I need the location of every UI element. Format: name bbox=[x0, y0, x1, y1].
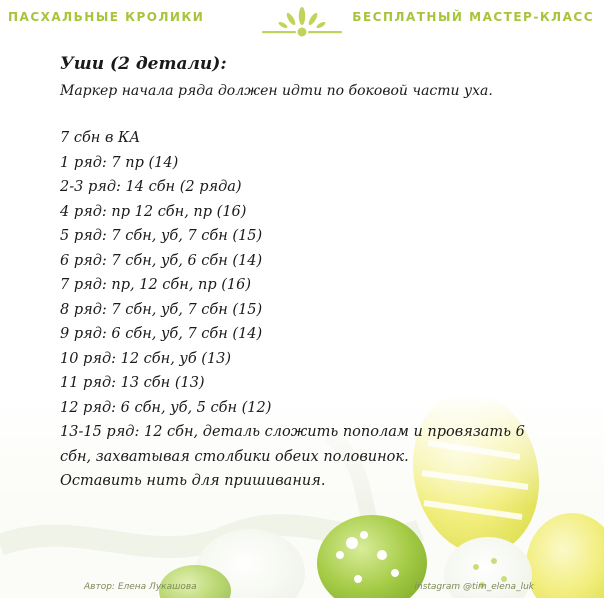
instagram-handle: instagram @tim_elena_luk bbox=[414, 582, 534, 592]
intro-text: Маркер начала ряда должен идти по боковой части уха. bbox=[60, 83, 493, 99]
pattern-row: Оставить нить для пришивания. bbox=[60, 473, 326, 489]
page-header bbox=[0, 0, 604, 44]
pattern-row: 9 ряд: 6 сбн, уб, 7 сбн (14) bbox=[60, 326, 263, 342]
pattern-row: 1 ряд: 7 пр (14) bbox=[60, 154, 179, 171]
pattern-row: 7 ряд: пр, 12 сбн, пр (16) bbox=[60, 277, 252, 293]
header-title-right: БЕСПЛАТНЫЙ МАСТЕР-КЛАСС bbox=[352, 10, 594, 24]
pattern-row: 10 ряд: 12 сбн, уб (13) bbox=[60, 350, 232, 367]
pattern-row: 11 ряд: 13 сбн (13) bbox=[60, 375, 205, 391]
pattern-content bbox=[60, 52, 550, 494]
header-title-left: ПАСХАЛЬНЫЕ КРОЛИКИ bbox=[8, 10, 205, 24]
pattern-row: 7 сбн в КА bbox=[60, 130, 141, 146]
pattern-row: 8 ряд: 7 сбн, уб, 7 сбн (15) bbox=[60, 301, 263, 318]
pattern-row: 12 ряд: 6 сбн, уб, 5 сбн (12) bbox=[60, 399, 272, 416]
pattern-rows bbox=[60, 126, 550, 494]
pattern-row: 13-15 ряд: 12 сбн, деталь сложить пополам и провязать 6 сбн, захватывая столбики обеих половинок. bbox=[60, 424, 525, 465]
pattern-row: 5 ряд: 7 сбн, уб, 7 сбн (15) bbox=[60, 228, 263, 244]
author-credit: Автор: Елена Лукашова bbox=[84, 582, 197, 592]
section-title: Уши (2 детали): bbox=[60, 54, 227, 74]
pattern-row: 4 ряд: пр 12 сбн, пр (16) bbox=[60, 203, 247, 220]
pattern-row: 2-3 ряд: 14 сбн (2 ряда) bbox=[60, 179, 242, 195]
sprout-ornament-icon bbox=[254, 4, 350, 44]
pattern-row: 6 ряд: 7 сбн, уб, 6 сбн (14) bbox=[60, 252, 263, 269]
